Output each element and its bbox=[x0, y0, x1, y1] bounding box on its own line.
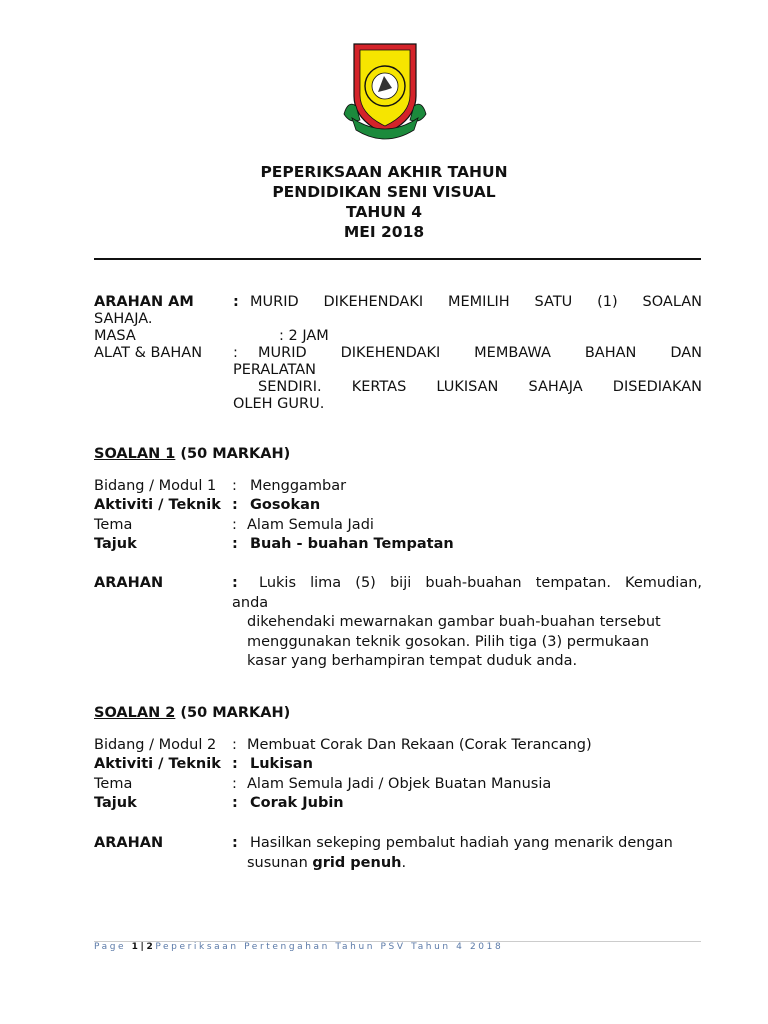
q1-tema-label: Tema bbox=[94, 517, 133, 533]
q2-bidang-separator: : bbox=[232, 737, 237, 753]
exam-title-line-2: PENDIDIKAN SENI VISUAL bbox=[272, 183, 496, 201]
q1-bidang-value: Menggambar bbox=[250, 478, 347, 494]
exam-title-line-4: MEI 2018 bbox=[343, 223, 425, 241]
q1-arahan-label: ARAHAN bbox=[94, 575, 164, 591]
q2-aktiviti-separator: : bbox=[232, 756, 238, 772]
arahan-am-text: MURID DIKEHENDAKI MEMILIH SATU (1) SOALAN bbox=[250, 294, 702, 310]
q2-aktiviti-label: Aktiviti / Teknik bbox=[94, 756, 221, 772]
arahan-am-separator: : bbox=[233, 294, 239, 310]
q1-tajuk-label: Tajuk bbox=[94, 536, 137, 552]
q2-bidang-value: Membuat Corak Dan Rekaan (Corak Terancang) bbox=[247, 737, 592, 753]
footer-page-word: Page bbox=[94, 942, 127, 952]
q2-arahan-label: ARAHAN bbox=[94, 835, 164, 851]
q2-arahan-line-2 bbox=[247, 855, 406, 871]
arahan-am-continuation: SAHAJA. bbox=[94, 311, 153, 327]
q2-tajuk-label: Tajuk bbox=[94, 795, 137, 811]
q1-arahan-line-4: menggunakan teknik gosokan. Pilih tiga (3) permukaan bbox=[247, 634, 650, 650]
soalan-2-number: SOALAN 2 bbox=[94, 705, 176, 721]
q1-aktiviti-separator: : bbox=[232, 497, 238, 513]
soalan-2-heading bbox=[94, 705, 290, 721]
soalan-1-marks: (50 MARKAH) bbox=[175, 446, 291, 462]
page-footer bbox=[94, 942, 503, 952]
q1-arahan-separator: : bbox=[232, 575, 238, 591]
q1-tema-value: Alam Semula Jadi bbox=[247, 517, 374, 533]
q1-aktiviti-value: Gosokan bbox=[250, 497, 321, 513]
q2-arahan-line-2-pre: susunan bbox=[247, 855, 313, 871]
q2-tema-separator: : bbox=[232, 776, 237, 792]
soalan-1-number: SOALAN 1 bbox=[94, 446, 176, 462]
q1-arahan-line-1: Lukis lima (5) biji buah-buahan tempatan. Kemudian, bbox=[259, 575, 702, 591]
soalan-2-marks: (50 MARKAH) bbox=[175, 705, 291, 721]
q2-arahan-line-2-post: . bbox=[401, 855, 407, 871]
footer-page-number: 1 bbox=[131, 942, 141, 952]
alat-bahan-label: ALAT & BAHAN bbox=[94, 345, 203, 361]
masa-label: MASA bbox=[94, 328, 136, 344]
q2-arahan-grid-penuh: grid penuh bbox=[312, 855, 402, 871]
q2-arahan-separator: : bbox=[232, 835, 238, 851]
exam-title-line-3: TAHUN 4 bbox=[345, 203, 423, 221]
q1-tajuk-separator: : bbox=[232, 536, 238, 552]
q1-tajuk-value: Buah - buahan Tempatan bbox=[250, 536, 454, 552]
title-divider bbox=[94, 258, 701, 260]
q1-arahan-line-5: kasar yang berhampiran tempat duduk anda. bbox=[247, 653, 578, 669]
q1-bidang-label: Bidang / Modul 1 bbox=[94, 478, 217, 494]
q1-bidang-separator: : bbox=[232, 478, 237, 494]
footer-page-total: 2 bbox=[146, 942, 156, 952]
masa-value: : 2 JAM bbox=[279, 328, 329, 344]
q2-arahan-line-1: Hasilkan sekeping pembalut hadiah yang menarik dengan bbox=[250, 835, 673, 851]
footer-separator: | bbox=[140, 942, 147, 952]
alat-bahan-separator: : bbox=[233, 345, 238, 361]
alat-bahan-text: MURID DIKEHENDAKI MEMBAWA BAHAN DAN bbox=[258, 345, 702, 361]
q2-aktiviti-value: Lukisan bbox=[250, 756, 313, 772]
alat-bahan-continuation-3: OLEH GURU. bbox=[233, 396, 325, 412]
q2-tajuk-separator: : bbox=[232, 795, 238, 811]
q2-tema-value: Alam Semula Jadi / Objek Buatan Manusia bbox=[247, 776, 552, 792]
arahan-am-label: ARAHAN AM bbox=[94, 294, 194, 310]
q1-tema-separator: : bbox=[232, 517, 237, 533]
q1-arahan-line-2: anda bbox=[232, 595, 269, 611]
soalan-1-heading bbox=[94, 446, 290, 462]
exam-title-line-1: PEPERIKSAAN AKHIR TAHUN bbox=[260, 163, 508, 181]
q1-aktiviti-label: Aktiviti / Teknik bbox=[94, 497, 221, 513]
alat-bahan-continuation-1: PERALATAN bbox=[233, 362, 317, 378]
q2-tema-label: Tema bbox=[94, 776, 133, 792]
school-crest-logo bbox=[340, 40, 430, 144]
footer-text: Peperiksaan Pertengahan Tahun PSV Tahun 4 2018 bbox=[155, 942, 504, 952]
alat-bahan-continuation-2: SENDIRI. KERTAS LUKISAN SAHAJA DISEDIAKAN bbox=[258, 379, 702, 395]
q1-arahan-line-3: dikehendaki mewarnakan gambar buah-buahan tersebut bbox=[247, 614, 661, 630]
q2-tajuk-value: Corak Jubin bbox=[250, 795, 344, 811]
q2-bidang-label: Bidang / Modul 2 bbox=[94, 737, 217, 753]
